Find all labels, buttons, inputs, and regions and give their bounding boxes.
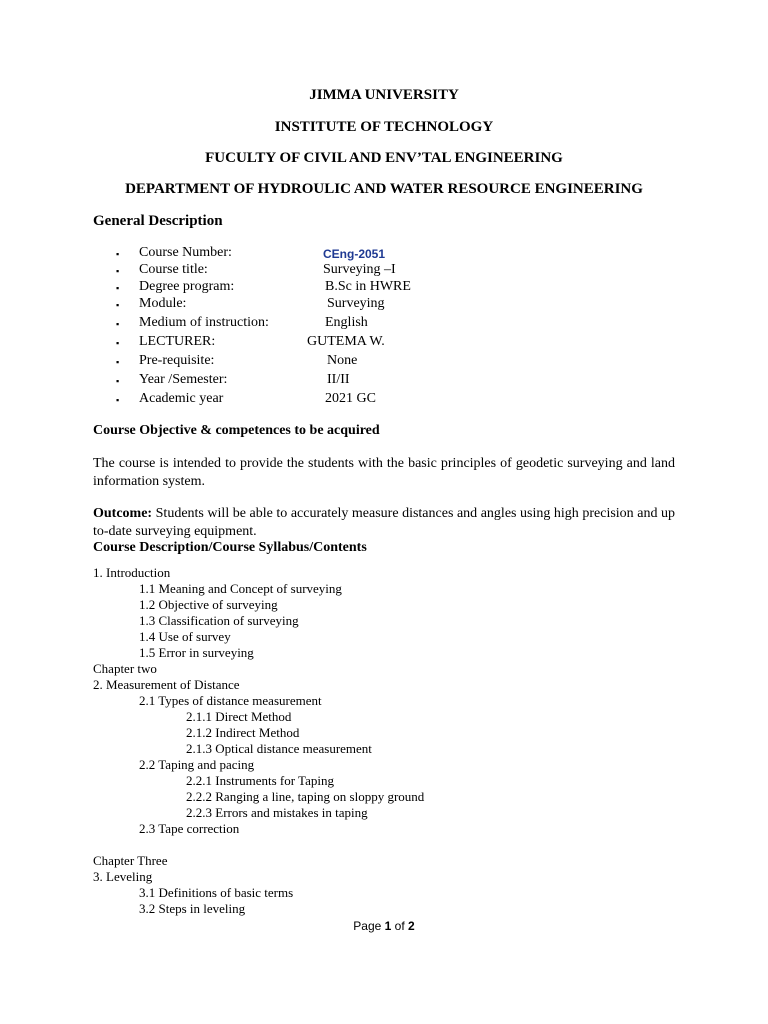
module-value: Surveying <box>327 296 385 311</box>
outcome-text: Students will be able to accurately measure distances and angles using high precision and up to-date surveying equipment. <box>93 506 675 539</box>
syllabus-line: 2.2.3 Errors and mistakes in taping <box>186 805 368 820</box>
lecturer-value: GUTEMA W. <box>307 334 385 349</box>
syllabus-line: Chapter two <box>93 661 157 676</box>
medium-value: English <box>325 315 368 330</box>
syllabus-line: 2.2.1 Instruments for Taping <box>186 773 334 788</box>
lecturer-label: LECTURER: <box>139 334 216 349</box>
outcome-label: Outcome: <box>93 506 153 521</box>
page-total: 2 <box>408 919 415 933</box>
syllabus-heading: Course Description/Course Syllabus/Contents <box>93 540 367 555</box>
syllabus-line: 2. Measurement of Distance <box>93 677 240 692</box>
general-description-heading: General Description <box>93 213 223 229</box>
bullet-icon: ▪ <box>116 266 120 276</box>
syllabus-line: 1.4 Use of survey <box>139 629 231 644</box>
academic-year-label: Academic year <box>139 391 224 406</box>
syllabus-line: 1.5 Error in surveying <box>139 645 254 660</box>
objective-text: The course is intended to provide the students with the basic principles of geodetic surveying and land information system. <box>93 456 675 489</box>
syllabus-line: 1.1 Meaning and Concept of surveying <box>139 581 342 596</box>
syllabus-line: 2.1.2 Indirect Method <box>186 725 300 740</box>
bullet-icon: ▪ <box>116 283 120 293</box>
of-word: of <box>394 919 405 933</box>
page-word: Page <box>353 919 382 933</box>
bullet-icon: ▪ <box>116 338 120 348</box>
module-label: Module: <box>139 296 187 311</box>
faculty-title: FUCULTY OF CIVIL AND ENV’TAL ENGINEERING <box>205 150 563 166</box>
bullet-icon: ▪ <box>116 249 120 259</box>
year-semester-value: II/II <box>327 372 350 387</box>
page-number: 1 <box>384 919 392 933</box>
syllabus-line: 1.3 Classification of surveying <box>139 613 299 628</box>
objective-heading: Course Objective & competences to be acquired <box>93 423 380 438</box>
bullet-icon: ▪ <box>116 357 120 367</box>
institute-title: INSTITUTE OF TECHNOLOGY <box>274 119 494 135</box>
degree-program-label: Degree program: <box>139 279 235 294</box>
year-semester-label: Year /Semester: <box>139 372 228 387</box>
syllabus-line: 2.3 Tape correction <box>139 821 240 836</box>
department-title: DEPARTMENT OF HYDROULIC AND WATER RESOURCE ENGINEERING <box>125 181 643 197</box>
outcome-paragraph <box>93 505 675 541</box>
university-title: JIMMA UNIVERSITY <box>309 87 459 103</box>
prerequisite-value: None <box>327 353 358 368</box>
medium-label: Medium of instruction: <box>139 315 269 330</box>
course-title-label: Course title: <box>139 262 208 277</box>
prerequisite-label: Pre-requisite: <box>139 353 215 368</box>
bullet-icon: ▪ <box>116 376 120 386</box>
syllabus-line: 1. Introduction <box>93 565 171 580</box>
syllabus-line: 2.1.1 Direct Method <box>186 709 292 724</box>
bullet-icon: ▪ <box>116 395 120 405</box>
academic-year-value: 2021 GC <box>325 391 376 406</box>
syllabus-line: 3.2 Steps in leveling <box>139 901 246 916</box>
degree-program-value: B.Sc in HWRE <box>325 279 411 294</box>
course-title-value: Surveying –I <box>323 262 396 277</box>
course-number-label: Course Number: <box>139 245 232 260</box>
syllabus-line: 3.1 Definitions of basic terms <box>139 885 294 900</box>
syllabus-line: 3. Leveling <box>93 869 153 884</box>
bullet-icon: ▪ <box>116 319 120 329</box>
syllabus-line: 1.2 Objective of surveying <box>139 597 278 612</box>
syllabus-line: 2.2 Taping and pacing <box>139 757 255 772</box>
syllabus-line: Chapter Three <box>93 853 168 868</box>
page-footer <box>0 919 768 933</box>
course-number-value: CEng-2051 <box>323 247 386 261</box>
syllabus-line: 2.2.2 Ranging a line, taping on sloppy ground <box>186 789 425 804</box>
syllabus-line: 2.1.3 Optical distance measurement <box>186 741 372 756</box>
bullet-icon: ▪ <box>116 300 120 310</box>
syllabus-line: 2.1 Types of distance measurement <box>139 693 322 708</box>
